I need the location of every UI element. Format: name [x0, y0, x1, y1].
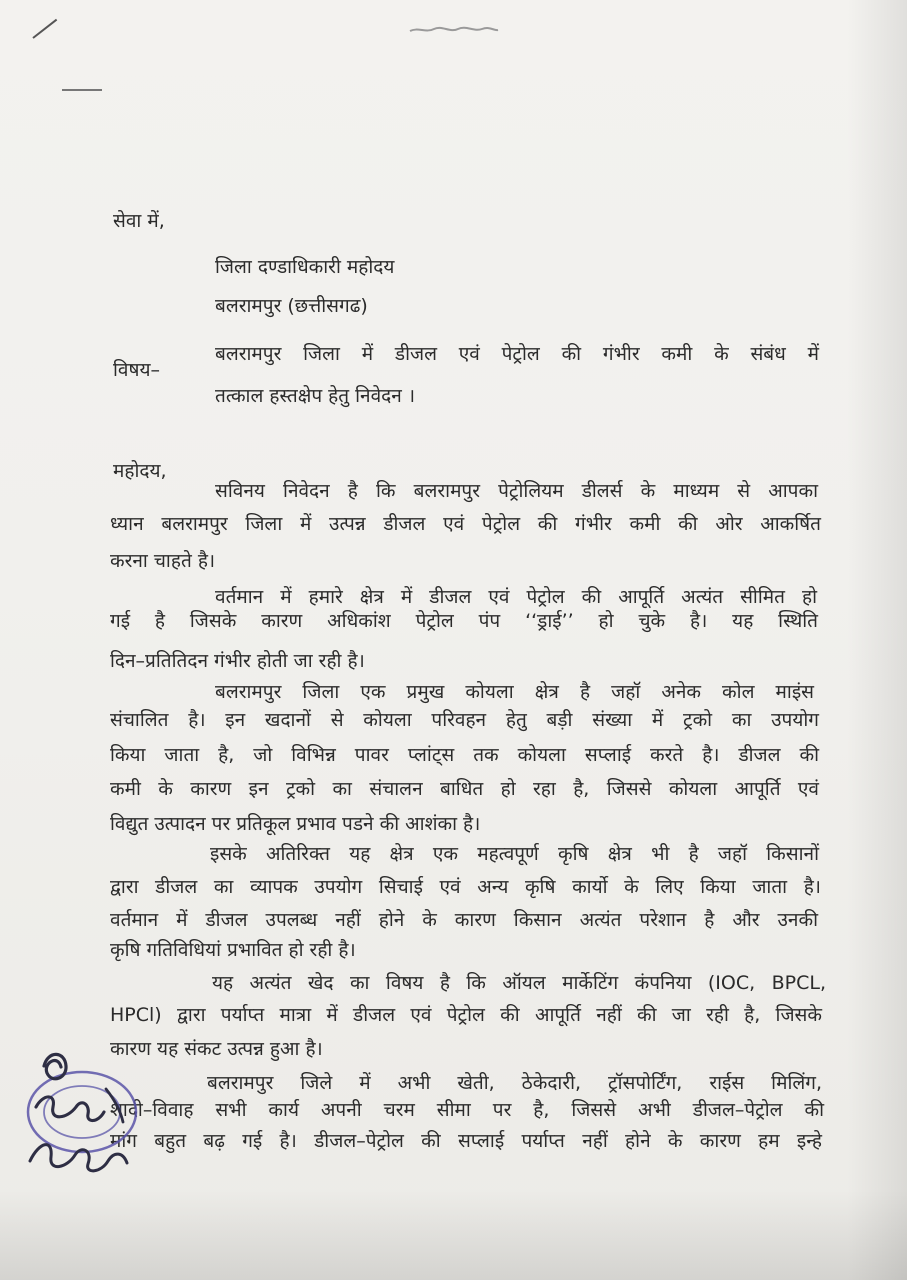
recipient-line-1: जिला दण्डाधिकारी महोदय — [215, 256, 395, 278]
punch-mark — [408, 25, 500, 35]
salutation-mahoday: महोदय, — [113, 460, 167, 482]
body-line-14: वर्तमान में डीजल उपलब्ध नहीं होने के कारण किसान अत्यंत परेशान है और उनकी — [110, 909, 818, 931]
salutation-seva: सेवा में, — [113, 210, 165, 232]
recipient-line-2: बलरामपुर (छत्तीसगढ) — [215, 295, 368, 317]
body-line-8: संचालित है। इन खदानों से कोयला परिवहन हेतु बड़ी संख्या में ट्रको का उपयोग — [110, 709, 819, 731]
body-line-15: कृषि गतिविधियां प्रभावित हो रही है। — [110, 939, 356, 961]
body-line-6: दिन–प्रतितिदन गंभीर होती जा रही है। — [110, 650, 365, 672]
top-dash-mark — [62, 89, 102, 91]
body-line-2: ध्यान बलरामपुर जिला में उत्पन्न डीजल एवं पेट्रोल की गंभीर कमी की ओर आकर्षित — [110, 513, 821, 535]
body-line-11: विद्युत उत्पादन पर प्रतिकूल प्रभाव पडने की आशंका है। — [110, 813, 481, 835]
body-line-5: गई है जिसके कारण अधिकांश पेट्रोल पंप ‘‘ड्राई’’ हो चुके है। यह स्थिति — [110, 610, 818, 632]
body-line-10: कमी के कारण इन ट्रको का संचालन बाधित हो रहा है, जिससे कोयला आपूर्ति एवं — [110, 778, 819, 800]
receipt-stamp-icon — [10, 1040, 160, 1190]
body-line-12: इसके अतिरिक्त यह क्षेत्र एक महत्वपूर्ण कृषि क्षेत्र भी है जहॉ किसानों — [210, 843, 819, 865]
body-line-1: सविनय निवेदन है कि बलरामपुर पेट्रोलियम डीलर्स के माध्यम से आपका — [215, 480, 818, 502]
body-line-7: बलरामपुर जिला एक प्रमुख कोयला क्षेत्र है जहॉ अनेक कोल माइंस — [215, 681, 814, 703]
body-line-13: द्वारा डीजल का व्यापक उपयोग सिचाई एवं अन्य कृषि कार्यो के लिए किया जाता है। — [110, 876, 821, 898]
body-line-19: बलरामपुर जिले में अभी खेती, ठेकेदारी, ट्रॉसपोर्टिंग, राईस मिलिंग, — [207, 1072, 822, 1094]
body-line-9: किया जाता है, जो विभिन्न पावर प्लांट्स तक कोयला सप्लाई करते है। डीजल की — [110, 744, 819, 766]
body-line-20: शादी–विवाह सभी कार्य अपनी चरम सीमा पर है, जिससे अभी डीजल–पेट्रोल की — [110, 1099, 824, 1121]
body-line-17: HPCl) द्वारा पर्याप्त मात्रा में डीजल एवं पेट्रोल की आपूर्ति नहीं की जा रही है, जिसके — [110, 1004, 822, 1026]
subject-line-1: बलरामपुर जिला में डीजल एवं पेट्रोल की गंभीर कमी के संबंध में — [215, 343, 819, 365]
subject-label: विषय– — [113, 359, 160, 381]
paper-bottom-shadow — [0, 1190, 907, 1280]
body-line-3: करना चाहते है। — [110, 550, 216, 572]
body-line-4: वर्तमान में हमारे क्षेत्र में डीजल एवं पेट्रोल की आपूर्ति अत्यंत सीमित हो — [215, 586, 817, 608]
subject-line-2: तत्काल हस्तक्षेप हेतु निवेदन । — [215, 385, 416, 407]
paper-right-shadow — [847, 0, 907, 1280]
body-line-21: मांग बहुत बढ़ गई है। डीजल–पेट्रोल की सप्लाई पर्याप्त नहीं होने के कारण हम इन्हे — [110, 1130, 822, 1152]
body-line-18: कारण यह संकट उत्पन्न हुआ है। — [110, 1038, 323, 1060]
top-pen-mark — [32, 19, 57, 39]
body-line-16: यह अत्यंत खेद का विषय है कि ऑयल मार्केटिंग कंपनिया (IOC, BPCL, — [212, 972, 826, 994]
